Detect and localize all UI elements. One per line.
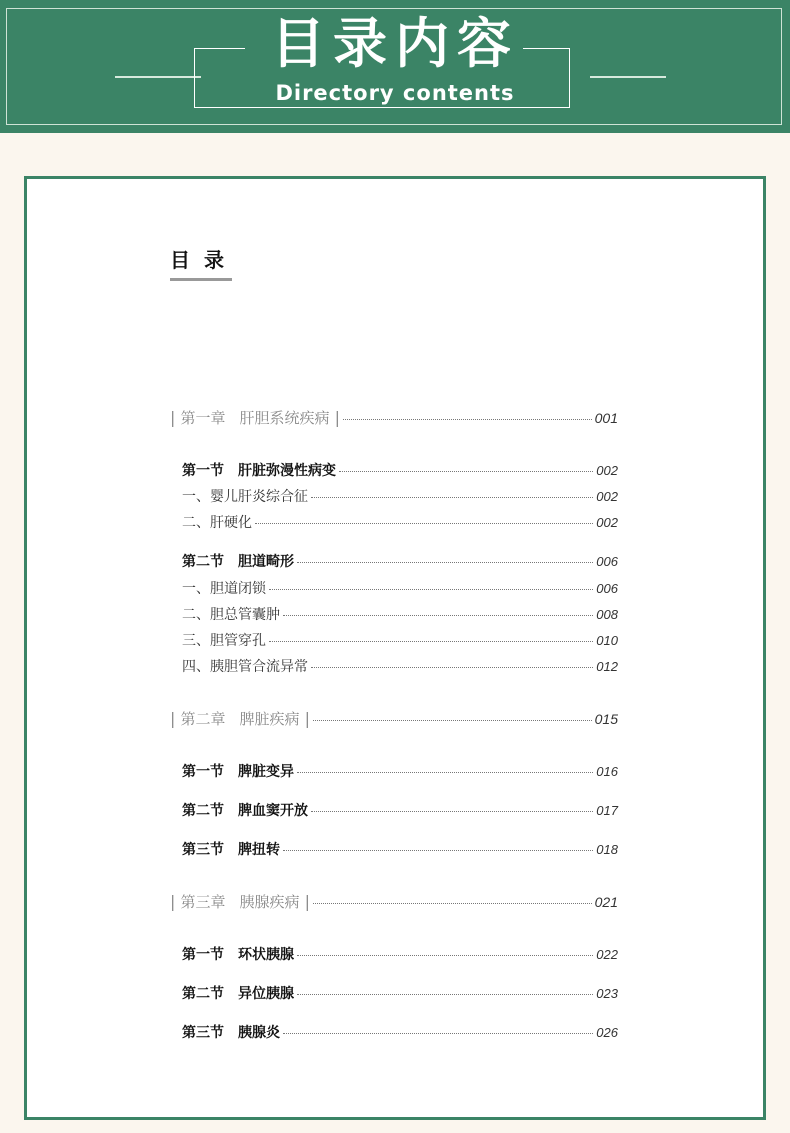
leader-dots <box>283 1033 593 1034</box>
chapter-number: 第二章 <box>180 710 226 728</box>
section-title: 肝脏弥漫性病变 <box>238 463 336 479</box>
section-number: 第二节 <box>182 554 224 570</box>
banner-subtitle: Directory contents <box>275 81 515 105</box>
page-number: 010 <box>596 633 618 648</box>
section-number: 第三节 <box>182 1025 224 1041</box>
leader-dots <box>297 955 593 956</box>
section-number: 第一节 <box>182 947 224 963</box>
section-title: 异位胰腺 <box>238 986 294 1002</box>
page-number: 002 <box>596 515 618 530</box>
toc-section[interactable] <box>182 983 618 1003</box>
section-number: 第一节 <box>182 764 224 780</box>
leader-dots <box>313 903 592 904</box>
leader-dots <box>255 523 593 524</box>
section-title: 脾血窦开放 <box>238 803 308 819</box>
leader-dots <box>297 562 593 563</box>
toc-section[interactable] <box>182 800 618 820</box>
item-title: 四、胰胆管合流异常 <box>182 659 308 675</box>
page-number: 001 <box>594 410 618 426</box>
toc-section[interactable] <box>182 1022 618 1042</box>
header-banner <box>0 0 790 133</box>
toc-item[interactable] <box>182 630 618 650</box>
page-number: 012 <box>596 659 618 674</box>
leader-dots <box>283 850 593 851</box>
page-number: 016 <box>596 764 618 779</box>
section-title: 脾扭转 <box>238 842 280 858</box>
item-title: 一、胆道闭锁 <box>182 581 266 597</box>
toc-section[interactable] <box>182 839 618 859</box>
page-number: 006 <box>596 581 618 596</box>
toc-item[interactable] <box>182 656 618 676</box>
leader-dots <box>269 641 593 642</box>
page-number: 018 <box>596 842 618 857</box>
toc-item[interactable] <box>182 604 618 624</box>
leader-dots <box>297 994 593 995</box>
page-number: 002 <box>596 463 618 478</box>
banner-line-right <box>590 76 666 78</box>
toc-heading: 目录 <box>170 248 238 272</box>
item-title: 三、胆管穿孔 <box>182 633 266 649</box>
leader-dots <box>297 772 593 773</box>
section-title: 脾脏变异 <box>238 764 294 780</box>
toc-item[interactable] <box>182 578 618 598</box>
chapter-title: 肝胆系统疾病 <box>239 409 330 427</box>
section-number: 第三节 <box>182 842 224 858</box>
page-number: 021 <box>594 894 618 910</box>
page-number: 022 <box>596 947 618 962</box>
section-title: 环状胰腺 <box>238 947 294 963</box>
page-number: 026 <box>596 1025 618 1040</box>
toc-section[interactable] <box>182 761 618 781</box>
toc-item[interactable] <box>182 486 618 506</box>
section-title: 胆道畸形 <box>238 554 294 570</box>
toc-chapter-3[interactable]: | 第三章 胰腺疾病 | 021 <box>170 892 618 911</box>
page-number: 002 <box>596 489 618 504</box>
item-title: 二、胆总管囊肿 <box>182 607 280 623</box>
section-number: 第一节 <box>182 463 224 479</box>
toc-item[interactable] <box>182 512 618 532</box>
item-title: 一、婴儿肝炎综合征 <box>182 489 308 505</box>
leader-dots <box>339 471 593 472</box>
page-number: 023 <box>596 986 618 1001</box>
toc-section[interactable] <box>182 460 618 480</box>
chapter-number: 第三章 <box>180 893 226 911</box>
chapter-title: 胰腺疾病 <box>239 893 300 911</box>
leader-dots <box>343 419 592 420</box>
toc-chapter-2[interactable]: | 第二章 脾脏疾病 | 015 <box>170 709 618 728</box>
leader-dots <box>313 720 592 721</box>
leader-dots <box>283 615 593 616</box>
toc-section[interactable] <box>182 944 618 964</box>
page-number: 006 <box>596 554 618 569</box>
section-number: 第二节 <box>182 986 224 1002</box>
leader-dots <box>269 589 593 590</box>
section-title: 胰腺炎 <box>238 1025 280 1041</box>
toc-chapter-1[interactable]: | 第一章 肝胆系统疾病 | 001 <box>170 408 618 427</box>
page-number: 017 <box>596 803 618 818</box>
leader-dots <box>311 497 593 498</box>
toc-heading-underline <box>170 278 232 281</box>
item-title: 二、肝硬化 <box>182 515 252 531</box>
chapter-number: 第一章 <box>180 409 226 427</box>
leader-dots <box>311 667 593 668</box>
section-number: 第二节 <box>182 803 224 819</box>
toc-section[interactable] <box>182 551 618 571</box>
banner-line-left <box>115 76 201 78</box>
page-number: 008 <box>596 607 618 622</box>
banner-title: 目录内容 <box>271 12 519 75</box>
page-number: 015 <box>594 711 618 727</box>
chapter-title: 脾脏疾病 <box>239 710 300 728</box>
leader-dots <box>311 811 593 812</box>
